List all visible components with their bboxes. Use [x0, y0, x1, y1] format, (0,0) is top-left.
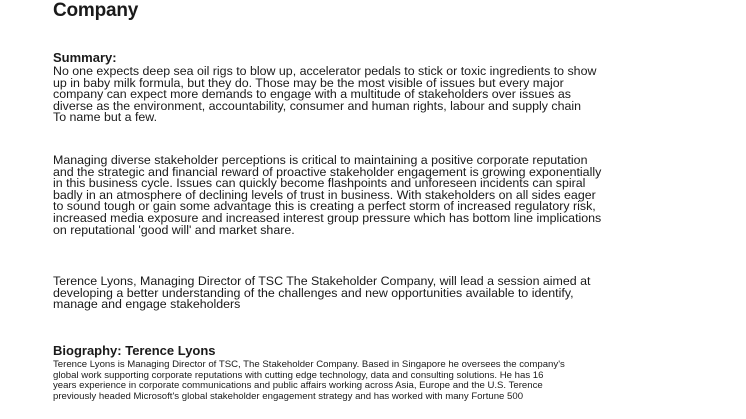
text-line: previously headed Microsoft's global stakeholder engagement strategy and has worked with many Fortune 500 — [53, 390, 524, 402]
summary-heading: Summary: — [53, 50, 117, 65]
text-line: No one expects deep sea oil rigs to blow up, accelerator pedals to stick or toxic ingredients to show — [53, 64, 597, 78]
text-line: badly in an atmosphere of declining levels of trust in business. With stakeholders on all sides eager — [53, 187, 596, 202]
summary-paragraph-2 — [53, 155, 601, 236]
text-line: years experience in corporate communications and public affairs working across Asia, Europe and the U.S. Terence — [53, 380, 543, 392]
biography-heading: Biography: Terence Lyons — [53, 343, 216, 358]
page-title: Company — [53, 0, 139, 21]
text-line: manage and engage stakeholders — [53, 297, 241, 312]
text-line: in this business cycle. Issues can quickly become flashpoints and unforeseen incidents can spiral — [53, 176, 586, 191]
text-line: diverse as the environment, accountability, consumer and human rights, labour and supply chain — [53, 98, 582, 113]
text-line: up in baby milk formula, but they do. Those may be the most visible of issues but every major — [53, 75, 564, 90]
text-line: and the strategic and financial reward of proactive stakeholder engagement is growing exponentially — [53, 164, 602, 179]
text-line: Managing diverse stakeholder perceptions is critical to maintaining a positive corporate reputation — [53, 153, 588, 167]
text-line: global work supporting corporate reputations with cutting edge technology, data and consulting solutions. He has 16 — [53, 369, 544, 381]
biography-paragraph — [53, 360, 565, 402]
summary-paragraph-1 — [53, 66, 596, 124]
summary-paragraph-3 — [53, 276, 590, 311]
text-line: increased media exposure and increased interest group pressure which has bottom line implications — [53, 210, 602, 225]
text-line: to sound tough or gain some advantage this is creating a perfect storm of increased regulatory risk, — [53, 199, 596, 214]
text-line: To name but a few. — [53, 110, 158, 125]
text-line: Terence Lyons is Managing Director of TSC, The Stakeholder Company. Based in Singapore he oversees the company's — [53, 359, 565, 370]
text-line: developing a better understanding of the challenges and new opportunities available to identify, — [53, 285, 574, 300]
text-line: on reputational 'good will' and market share. — [53, 222, 295, 237]
text-line: Terence Lyons, Managing Director of TSC The Stakeholder Company, will lead a session aimed at — [53, 274, 591, 288]
text-line: company can expect more demands to engage with a multitude of stakeholders over issues as — [53, 87, 571, 102]
